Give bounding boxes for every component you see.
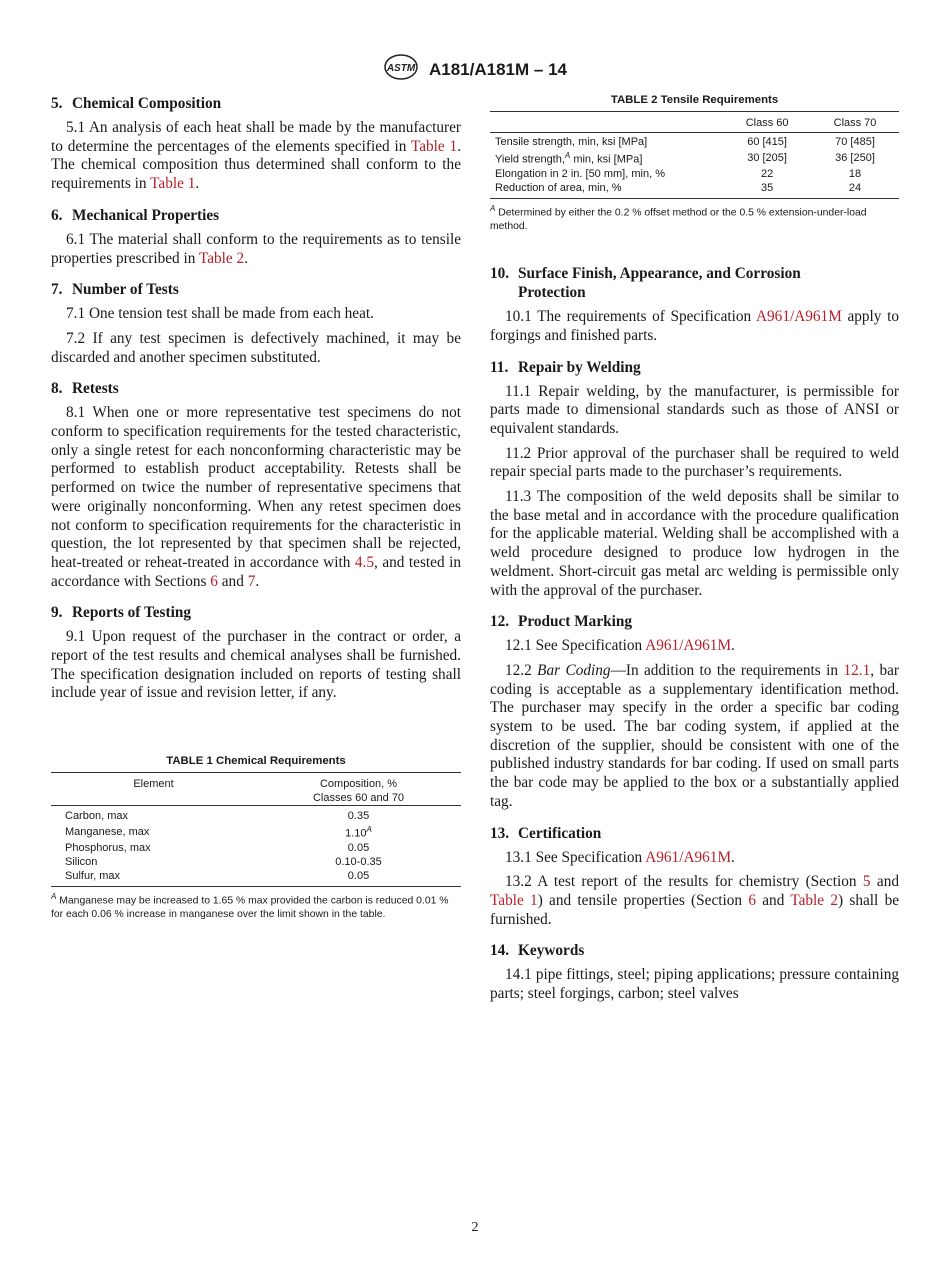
- section-6-link[interactable]: 6: [210, 572, 218, 590]
- a961-link[interactable]: A961/A961M: [755, 308, 842, 326]
- designation: A181/A181M – 14: [429, 59, 567, 79]
- a961-link[interactable]: A961/A961M: [645, 848, 732, 866]
- section-heading-14: 14. Keywords: [490, 942, 585, 960]
- left-column: [51, 94, 461, 922]
- table2-link[interactable]: Table 2: [198, 249, 245, 267]
- section-heading-6: 6. Mechanical Properties: [51, 206, 220, 224]
- table-row: Tensile strength, min, ksi [MPa] 60 [415] 70 [485]: [495, 136, 875, 148]
- section-heading-11: 11. Repair by Welding: [490, 358, 641, 376]
- paragraph-10-1: 10.1 The requirements of Specification A961/A961M apply to forgings and finished parts.: [490, 308, 899, 344]
- table1-footnote: $^A$ Manganese may be increased to 1.65 % max provided the carbon is reduced 0.01 % for each 0.06 % increase in manganese over the limit shown in the table.: [51, 891, 449, 921]
- astm-logo-icon: [383, 54, 419, 85]
- paragraph-14-1: 14.1 pipe fittings, steel; piping applications; pressure containing parts; steel forgings, carbon; steel valves: [490, 966, 899, 1003]
- logo-text: ASTM: [386, 63, 416, 74]
- section-7-link[interactable]: 7: [247, 572, 256, 590]
- table1-caption: TABLE 1 Chemical Requirements: [166, 755, 346, 768]
- table1-link[interactable]: Table 1: [150, 175, 196, 193]
- table2-header-class60: Class 60: [745, 117, 789, 129]
- section-6-link[interactable]: 6: [748, 892, 756, 909]
- table-row: Reduction of area, min, % 35 24: [495, 181, 862, 194]
- a961-link[interactable]: A961/A961M: [645, 637, 732, 655]
- table-row: Sulfur, max 0.05: [65, 869, 370, 882]
- paragraph-11-3: 11.3 The composition of the weld deposits shall be similar to the base metal and in accordance with the procedure qualification for the applicable material. Welding shall be accomplished with a weld procedure designed to produce low hydrogen in the weldment. Short-circuit gas metal arc welding is permissible only with the approval of the purchaser.: [490, 488, 899, 599]
- paragraph-9-1: 9.1 Upon request of the purchaser in the contract or order, a report of the test results and chemical analyses shall be furnished. The specification designation included on reports of testing shall include year of issue and revision letter, if any.: [51, 628, 461, 702]
- table2-link[interactable]: Table 2: [790, 892, 839, 909]
- right-column: [490, 94, 899, 1004]
- table1-header-element: Element: [133, 778, 174, 791]
- table2-header-blank: [490, 112, 723, 133]
- paragraph-8-1: 8.1 When one or more representative test specimens do not conform to specification requirements for the tested characteristic, only a single retest for each nonconforming characteristic may be performed to establish product acceptability. Retests shall be performed on twice the number of representative specimens that were originally nonconforming. When any retest specimen does not conform to specification requirements for the characteristic in question, the lot represented by that specimen shall be rejected, heat-treated or reheat-treated in accordance with 4.5, and tested in accordance with Sections 6 and 7.: [51, 404, 461, 590]
- paragraph-6-1: 6.1 The material shall conform to the requirements as to tensile properties prescribed in Table 2.: [51, 230, 461, 267]
- table-row: Silicon 0.10-0.35: [65, 855, 382, 868]
- table1-link[interactable]: Table 1: [410, 137, 458, 155]
- paragraph-12-1: 12.1 See Specification A961/A961M.: [505, 637, 735, 655]
- table2: [490, 94, 899, 234]
- table2-header-class70: Class 70: [833, 117, 877, 129]
- paragraph-5-1: 5.1 An analysis of each heat shall be made by the manufacturer to determine the percentages of the elements specified in Table 1. The chemical composition thus determined shall conform to the requirements in Table 1.: [51, 119, 462, 193]
- table1-link[interactable]: Table 1: [490, 892, 538, 909]
- table2-footnote: $^A$ Determined by either the 0.2 % offset method or the 0.5 % extension-under-load method.: [490, 203, 867, 233]
- clause-4-5-link[interactable]: 4.5: [354, 553, 374, 571]
- table-row: Yield strength,$^A$ min, ksi [MPa] 30 [205] 36 [250]: [495, 151, 875, 166]
- table-row: Phosphorus, max 0.05: [65, 841, 370, 854]
- table2-caption: TABLE 2 Tensile Requirements: [610, 94, 779, 106]
- paragraph-13-2: 13.2 A test report of the results for chemistry (Section 5 and Table 1) and tensile properties (Section 6 and Table 2) shall be furnished.: [490, 873, 900, 928]
- section-heading-13: 13. Certification: [490, 824, 602, 842]
- page-header: [0, 54, 950, 85]
- table1-header-composition: Composition, % Classes 60 and 70: [312, 778, 405, 805]
- section-heading-12: 12. Product Marking: [490, 613, 633, 631]
- paragraph-11-2: 11.2 Prior approval of the purchaser shall be required to weld repair special parts made to the purchaser’s requirements.: [490, 444, 899, 481]
- table-row: Elongation in 2 in. [50 mm], min, % 22 18: [495, 167, 862, 180]
- clause-12-1-link[interactable]: 12.1: [843, 661, 871, 679]
- paragraph-7-1: 7.1 One tension test shall be made from each heat.: [66, 305, 374, 323]
- section-heading-8: 8. Retests: [51, 380, 119, 398]
- table-row: Manganese, max $1.10^A$: [65, 825, 372, 840]
- section-heading-10: 10. Surface Finish, Appearance, and Corrosion Protection: [490, 265, 801, 302]
- table1: [51, 755, 461, 922]
- table-row: Carbon, max 0.35: [65, 810, 370, 823]
- paragraph-7-2: 7.2 If any test specimen is defectively machined, it may be discarded and another specimen substituted.: [51, 329, 461, 366]
- paragraph-11-1: 11.1 Repair welding, by the manufacturer, is permissible for parts made to dimensional standards such as those of ANSI or equivalent standards.: [490, 382, 899, 437]
- paragraph-13-1: 13.1 See Specification A961/A961M.: [505, 848, 735, 866]
- section-heading-9: 9. Reports of Testing: [51, 604, 191, 622]
- paragraph-12-2: 12.2 Bar Coding—In addition to the requirements in 12.1, bar coding is acceptable as a supplementary identification method. The purchaser may specify in the order a specific bar coding system to be used. The bar coding system, if applied at the discretion of the supplier, should be consistent with one of the published industry standards for bar coding. If used on small parts the bar code may be applied to the box or a substantially applied tag.: [490, 661, 899, 810]
- section-heading-5: 5. Chemical Composition: [51, 95, 222, 112]
- section-5-link[interactable]: 5: [862, 873, 871, 891]
- page-number: 2: [471, 1220, 479, 1235]
- section-heading-7: 7. Number of Tests: [51, 281, 179, 299]
